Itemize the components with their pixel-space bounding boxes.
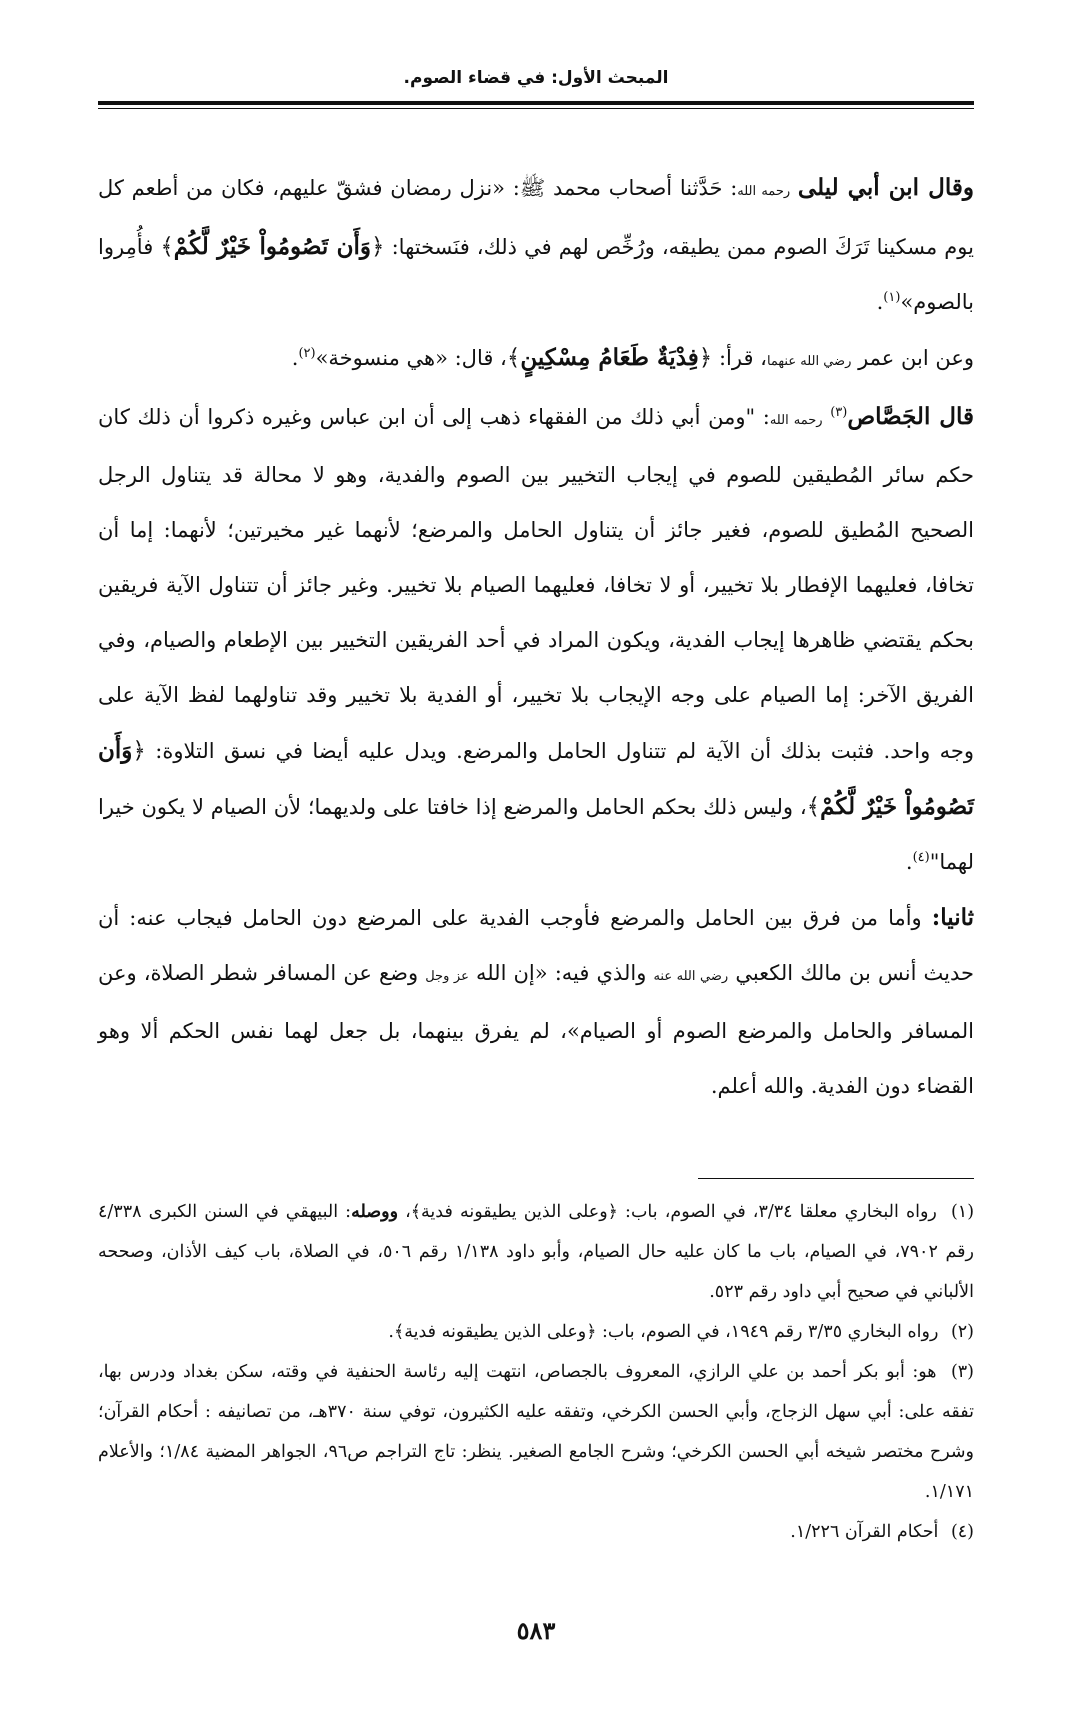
lead-phrase: وقال ابن أبي ليلى (797, 174, 974, 201)
header-rule-thick (98, 101, 974, 105)
footnote-3 (98, 1352, 974, 1512)
footnote-text: هو: أبو بكر أحمد بن علي الرازي، المعروف بالجصاص، انتهت إليه رئاسة الحنفية في وقته، سكن بغداد ودرس بها، تفقه على: أبي سهل الزجاج، وأبي الحسن الكرخي، وتفقه عليه الكثيرون، توفي سنة ٣٧٠هـ، من تصانيفه : أحكام القرآن؛ وشرح مختصر شيخه أبي الحسن الكرخي؛ وشرح الجامع الصغير. ينظر: تاج التراجم ص٩٦، الجواهر المضية ١/٨٤؛ والأعلام ١/١٧١. (98, 1362, 974, 1502)
paragraph-ibn-umar (98, 330, 974, 389)
footnote-number: (٣) (950, 1362, 974, 1382)
paragraph-text: ، قرأ: (718, 346, 767, 370)
paragraph-text: : «نزل رمضان فشقّ عليهم، فكان من أطعم كل يوم مسكينا تَرَكَ الصوم ممن يطيقه، ورُخِّص لهم في ذلك، فنَسختها: (98, 176, 974, 259)
honorific-glyph: رضي الله عنه (653, 969, 729, 984)
punctuation: . (291, 346, 299, 370)
ornate-bracket-close: ﴾ (506, 345, 521, 371)
paragraph-text: فأُمِروا بالصوم» (98, 235, 974, 314)
page-number: ٥٨٣ (516, 1616, 556, 1645)
honorific-glyph: رحمه الله (769, 413, 823, 428)
quran-verse (507, 344, 712, 371)
ornate-bracket-open: ﴿ (132, 738, 146, 764)
main-text (98, 160, 974, 1114)
footnote-text: رواه البخاري معلقا ٣/٣٤، في الصوم، باب: ﴿وعلى الذين يطيقونه فدية﴾، (405, 1202, 937, 1222)
lead-phrase: ثانيا: (931, 904, 974, 931)
paragraph-text: وضع عن المسافر شطر الصلاة، وعن المسافر والحامل والمرضع الصوم أو الصيام»، لم يفرق بينهما، بل جعل لهما نفس الحكم ألا وهو القضاء دون الفدية. والله أعلم. (98, 961, 974, 1098)
ornate-bracket-close: ﴾ (160, 234, 174, 260)
quran-verse (160, 233, 384, 260)
paragraph-text: والذي فيه: «إن الله (475, 961, 647, 985)
footnote-ref: (٤) (912, 850, 930, 865)
paragraph-thaniyan (98, 890, 974, 1114)
footnote-ref: (٣) (830, 405, 848, 420)
footnote-number: (٤) (950, 1522, 974, 1542)
honorific-glyph: عز وجل (425, 969, 469, 984)
ornate-bracket-open: ﴿ (371, 234, 385, 260)
footnote-ref: (١) (883, 290, 901, 305)
ornate-bracket-open: ﴿ (698, 345, 713, 371)
paragraph-text: ، وليس ذلك بحكم الحامل والمرضع إذا خافتا على ولديهما؛ لأن الصيام لا يكون خيرا لهما" (98, 795, 974, 874)
paragraph-jassas (98, 389, 974, 890)
punctuation: . (905, 850, 913, 874)
paragraph-text: : "ومن أبي ذلك من الفقهاء ذهب إلى أن ابن عباس وغيره ذكروا أن ذلك كان حكم سائر المُطيقين للصوم في إيجاب التخيير بين الصوم والفدية، وهو لا محالة قد يتناول الرجل الصحيح المُطيق للصوم، فغير جائز أن يتناول الحامل والمرضع؛ لأنهما غير مخيرتين؛ لأنهما: إما أن تخافا، فعليهما الإفطار بلا تخيير، أو لا تخافا، فعليهما الصيام بلا تخيير. وغير جائز أن تتناول الآية فريقين بحكم يقتضي ظاهرها إيجاب الفدية، ويكون المراد في أحد الفريقين التخيير بين الإطعام والصيام، وفي الفريق الآخر: إما الصيام على وجه الإيجاب بلا تخيير، أو الفدية بلا تخيير وقد تناولهما لفظ الآية على وجه واحد. فثبت بذلك أن الآية لم تتناول الحامل والمرضع. ويدل عليه أيضا في نسق التلاوة: (98, 405, 974, 763)
footnote-2 (98, 1312, 974, 1352)
paragraph-ibn-abi-layla (98, 160, 974, 330)
honorific-glyph: ﷺ (519, 176, 546, 200)
footnote-text: : البيهقي في السنن الكبرى ٤/٣٣٨ رقم ٧٩٠٢، في الصيام، باب ما كان عليه حال الصيام، وأبو داود ١/١٣٨ رقم ٥٠٦، في الصلاة، باب كيف الأذان، وصححه الألباني في صحيح أبي داود رقم ٥٢٣. (98, 1202, 974, 1302)
honorific-glyph: رحمه الله (737, 184, 791, 199)
footnote-text: رواه البخاري ٣/٣٥ رقم ١٩٤٩، في الصوم، باب: ﴿وعلى الذين يطيقونه فدية﴾. (388, 1322, 939, 1342)
footnote-number: (٢) (950, 1322, 974, 1342)
quran-text: وَأَن تَصُومُواْ خَيْرٌ لَّكُمْ (98, 737, 974, 820)
footnote-1 (98, 1192, 974, 1312)
footnote-text: أحكام القرآن ١/٢٢٦. (790, 1522, 939, 1542)
paragraph-text: : حَدَّثنا أصحاب محمد (553, 176, 738, 200)
footnote-emphasis: ووصله (351, 1202, 399, 1222)
paragraph-text: وأما من فرق بين الحامل والمرضع فأوجب الفدية على المرضع دون الحامل فيجاب عنه: أن حديث أنس بن مالك الكعبي (98, 906, 975, 985)
running-header: المبحث الأول: في قضاء الصوم. (403, 68, 669, 88)
honorific-glyph: رضي الله عنهما (766, 354, 852, 369)
header-rule-thin (98, 108, 974, 109)
quran-text: فِدْيَةٌ طَعَامُ مِسْكِينٍ (520, 344, 699, 371)
footnote-number: (١) (950, 1202, 975, 1222)
footnote-separator (698, 1178, 974, 1179)
ornate-bracket-close: ﴾ (806, 794, 821, 820)
paragraph-text: وعن ابن عمر (858, 346, 974, 370)
quran-text: وَأَن تَصُومُواْ خَيْرٌ لَّكُمْ (173, 233, 372, 260)
footnotes (98, 1192, 974, 1552)
paragraph-text: ، قال: «هي منسوخة» (315, 346, 507, 370)
footnote-ref: (٢) (298, 346, 316, 361)
footnote-4 (98, 1512, 974, 1552)
punctuation: . (876, 290, 884, 314)
lead-phrase: قال الجَصَّاص (847, 403, 974, 430)
